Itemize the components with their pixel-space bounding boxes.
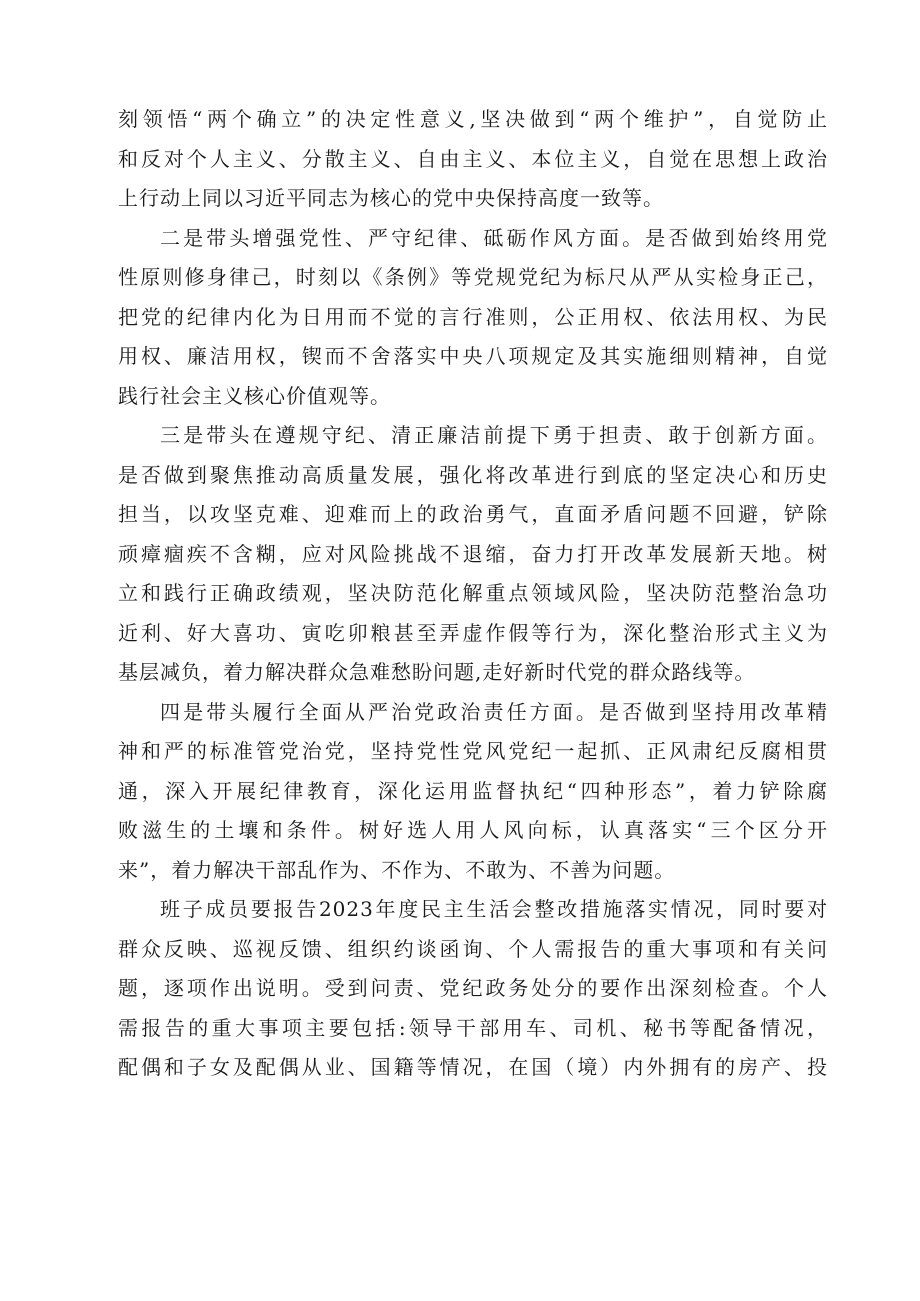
text-line: 近利、好大喜功、寅吃卯粮甚至弄虚作假等行为，深化整治形式主义为: [118, 620, 828, 645]
text-line: 把党的纪律内化为日用而不觉的言行准则，公正用权、依法用权、为民: [118, 304, 828, 329]
text-line: 四是带头履行全面从严治党政治责任方面。是否做到坚持用改革精: [160, 699, 828, 724]
text-line: 顽瘴痼疾不含糊，应对风险挑战不退缩，奋力打开改革发展新天地。树: [118, 541, 828, 566]
text-line: 神和严的标准管党治党，坚持党性党风党纪一起抓、正风肃纪反腐相贯: [118, 739, 828, 763]
text-line: 二是带头增强党性、严守纪律、砥砺作风方面。是否做到始终用党: [160, 225, 828, 250]
text-line: 需报告的重大事项主要包括:领导干部用车、司机、秘书等配备情况，: [118, 1015, 828, 1040]
text-line: 用权、廉洁用权，锲而不舍落实中央八项规定及其实施细则精神，自觉: [118, 344, 828, 368]
text-line: 群众反映、巡视反馈、组织约谈函询、个人需报告的重大事项和有关问: [118, 936, 828, 961]
text-line: 通，深入开展纪律教育，深化运用监督执纪“四种形态”，着力铲除腐: [118, 778, 828, 803]
paragraph: [118, 100, 828, 219]
text-line: 刻领悟“两个确立”的决定性意义,坚决做到“两个维护”，自觉防止: [118, 107, 828, 131]
text-line: 和反对个人主义、分散主义、自由主义、本位主义，自觉在思想上政治: [118, 146, 828, 171]
text-line: 班子成员要报告2023年度民主生活会整改措施落实情况，同时要对: [160, 897, 828, 921]
text-line: 基层减负，着力解决群众急难愁盼问题,走好新时代党的群众路线等。: [118, 660, 756, 684]
text-line: 败滋生的土壤和条件。树好选人用人风向标，认真落实“三个区分开: [118, 818, 828, 842]
paragraph: [118, 416, 828, 693]
text-line: 三是带头在遵规守纪、清正廉洁前提下勇于担责、敢于创新方面。: [160, 423, 828, 447]
text-line: 配偶和子女及配偶从业、国籍等情况，在国（境）内外拥有的房产、投: [118, 1055, 828, 1079]
document-body: [118, 100, 828, 1088]
paragraph: [118, 693, 828, 891]
text-line: 题，逐项作出说明。受到问责、党纪政务处分的要作出深刻检查。个人: [118, 976, 828, 1000]
paragraph: [118, 890, 828, 1088]
text-line: 来”，着力解决干部乱作为、不作为、不敢为、不善为问题。: [118, 857, 676, 882]
text-line: 担当，以攻坚克难、迎难而上的政治勇气，直面矛盾问题不回避，铲除: [118, 502, 828, 526]
text-line: 上行动上同以习近平同志为核心的党中央保持高度一致等。: [118, 186, 664, 210]
text-line: 践行社会主义核心价值观等。: [118, 383, 391, 408]
text-line: 是否做到聚焦推动高质量发展，强化将改革进行到底的坚定决心和历史: [118, 462, 828, 487]
text-line: 立和践行正确政绩观，坚决防范化解重点领域风险，坚决防范整治急功: [118, 581, 828, 605]
text-line: 性原则修身律己，时刻以《条例》等党规党纪为标尺从严从实检身正己，: [118, 265, 828, 289]
paragraph: [118, 219, 828, 417]
